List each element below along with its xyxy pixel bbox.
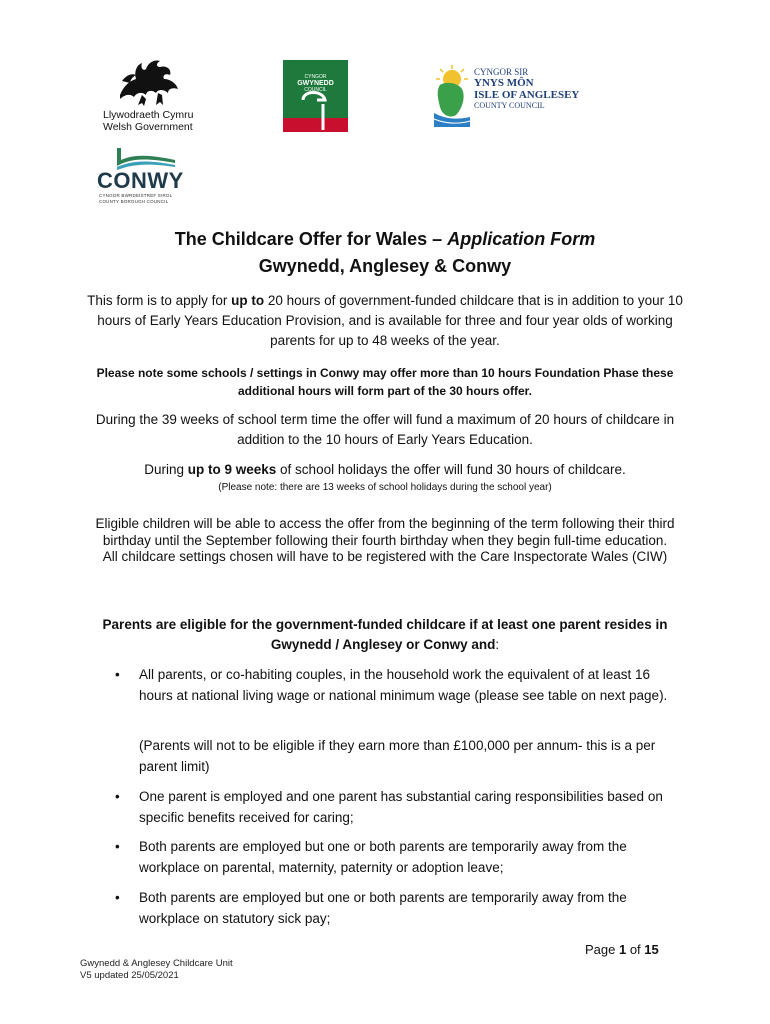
list-item: • All parents, or co-habiting couples, in the household work the equivalent of at least 16 hours at national living wage or national minimum wage (please see table on next page). [115, 667, 668, 703]
conwy-council-logo [97, 148, 197, 208]
holidays-note: (Please note: there are 13 weeks of school holidays during the school year) [218, 482, 552, 493]
eligibility-heading: Parents are eligible for the government-funded childcare if at least one parent resides in Gwynedd / Anglesey or Conwy and: [102, 617, 668, 652]
anglesey-council-logo [432, 65, 580, 127]
list-item: • Both parents are employed but one or both parents are temporarily away from the workplace on statutory sick pay; [115, 890, 627, 926]
bullet-icon: • [115, 839, 120, 854]
document-title: The Childcare Offer for Wales – Application Form Gwynedd, Anglesey & Conwy [80, 226, 690, 280]
holidays-paragraph: During up to 9 weeks of school holidays the offer will fund 30 hours of childcare. [144, 462, 626, 477]
footer-info: Gwynedd & Anglesey Childcare Unit V5 updated 25/05/2021 [80, 958, 233, 981]
conwy-subtitle: CYNGOR BWRDEISTREF SIROL COUNTY BOROUGH COUNCIL [99, 193, 173, 204]
bullet-icon: • [115, 890, 120, 905]
welsh-government-caption: Llywodraeth Cymru Welsh Government [103, 109, 194, 133]
conwy-note: Please note some schools / settings in Conwy may offer more than 10 hours Foundation Phase these additional hours will form part of the 30 hours offer. [96, 366, 674, 398]
term-time-paragraph: During the 39 weeks of school term time the offer will fund a maximum of 20 hours of childcare in addition to the 10 hours of Early Years Education. [95, 412, 675, 447]
page-number: Page 1 of 15 [585, 942, 659, 957]
gwynedd-council-logo [283, 60, 348, 132]
bullet-icon: • [115, 789, 120, 804]
document-subtitle: Gwynedd, Anglesey & Conwy [258, 256, 512, 276]
list-item-note: (Parents will not to be eligible if they earn more than £100,000 per annum- this is a per parent limit) [139, 738, 656, 774]
gwynedd-line1: CYNGOR [304, 74, 327, 80]
gwynedd-line2: GWYNEDD [297, 80, 334, 87]
conwy-name: CONWY [97, 168, 184, 193]
anglesey-text: CYNGOR SIR YNYS MÔN ISLE OF ANGLESEY COUNTY COUNCIL [474, 67, 580, 110]
welsh-government-logo [100, 55, 200, 135]
eligible-children-paragraph: Eligible children will be able to access the offer from the beginning of the term following their third birthday until the September following their fourth birthday when they begin full-time education. All childcare settings chosen will have to be registered with the Care Inspectorate Wales (CIW) [95, 516, 675, 564]
bullet-icon: • [115, 667, 120, 682]
welsh-dragon-icon [112, 55, 184, 107]
intro-paragraph: This form is to apply for up to 20 hours of government-funded childcare that is in addition to your 10 hours of Early Years Education Provision, and is available for three and four year olds of working parents for up to 48 weeks of the year. [87, 293, 683, 348]
anglesey-island-icon [432, 65, 472, 127]
list-item: • Both parents are employed but one or both parents are temporarily away from the workplace on parental, maternity, paternity or adoption leave; [115, 839, 627, 875]
gwynedd-line3: COUNCIL [304, 87, 327, 93]
list-item: • One parent is employed and one parent has substantial caring responsibilities based on specific benefits received for caring; [115, 789, 663, 825]
